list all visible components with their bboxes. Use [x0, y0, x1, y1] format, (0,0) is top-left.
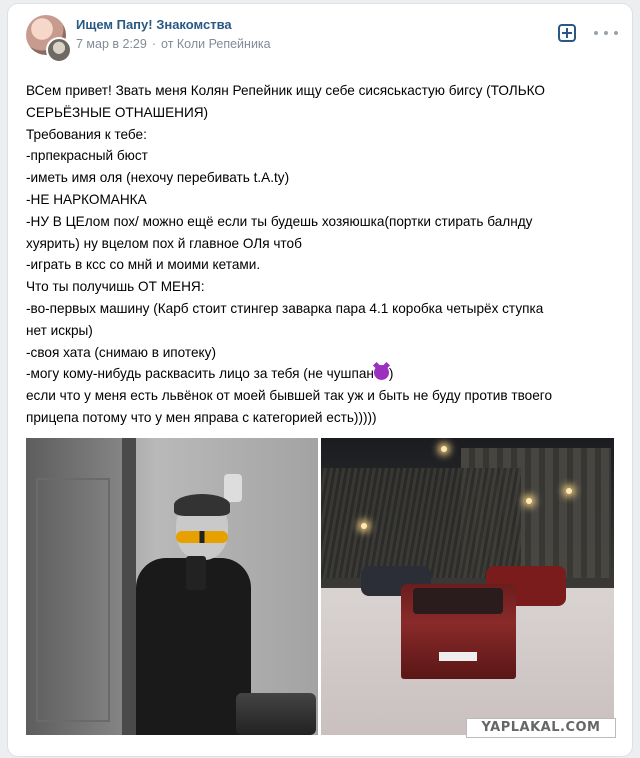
photo-car[interactable] [321, 438, 614, 735]
photo-door-panel [36, 478, 110, 722]
author-avatar[interactable] [46, 37, 72, 63]
post-card [8, 4, 632, 756]
text-line: -иметь имя оля (нехочу перебивать t.A.ty) [26, 170, 290, 186]
photo-street-light [526, 498, 532, 504]
photo-trees [321, 468, 521, 578]
text-line: Требования к тебе: [26, 126, 147, 142]
photo-street-light [361, 523, 367, 529]
more-dots-icon[interactable] [594, 25, 618, 41]
text-line: если что у меня есть львёнок от моей бывшей так уж и быть не буду против твоего [26, 388, 553, 404]
post-header [8, 4, 632, 64]
post-meta [76, 37, 271, 51]
text-line: -своя хата (снимаю в ипотеку) [26, 344, 216, 360]
smiling-devil-emoji [374, 365, 389, 380]
text-line: СЕРЬЁЗНЫЕ ОТНАШЕНИЯ) [26, 104, 209, 120]
photo-shoes [236, 693, 316, 735]
text-line: Что ты получишь ОТ МЕНЯ: [26, 279, 205, 295]
text-line-with-emoji [26, 363, 622, 385]
photo-street-light [566, 488, 572, 494]
text-line: ВСем привет! Звать меня Колян Репейник ищу себе сисяськастую бигсу (ТОЛЬКО [26, 83, 545, 98]
photo-sunglasses [176, 531, 228, 543]
group-name-link[interactable]: Ищем Папу! Знакомства [76, 17, 232, 32]
text-line: -НУ В ЦЕлом пох/ можно ещё если ты будешь хозяюшка(портки стирать балнду [26, 213, 533, 229]
text-line: нет искры) [26, 322, 93, 338]
photo-lamp [224, 474, 242, 502]
watermark: YAPLAKAL.COM [466, 718, 616, 738]
text-line-part: ) [388, 366, 394, 382]
text-line: -НЕ НАРКОМАНКА [26, 191, 147, 207]
photo-windshield [413, 588, 503, 614]
text-line: -играть в ксс со мнй и моими кетами. [26, 257, 261, 273]
photo-phone [186, 556, 206, 590]
text-line: хуярить) ну вцелом пох й главное ОЛя чтоб [26, 235, 302, 251]
post-author[interactable]: от Коли Репейника [161, 37, 271, 51]
post-date[interactable]: 7 мар в 2:29 [76, 37, 147, 51]
text-line-part: -могу кому-нибудь расквасить лицо за тебя (не чушпан [26, 366, 374, 382]
meta-separator: · [151, 37, 157, 51]
photo-street-light [441, 446, 447, 452]
plus-square-icon[interactable] [558, 24, 576, 42]
photo-selfie[interactable] [26, 438, 318, 735]
photo-license-plate [439, 652, 477, 661]
photo-person-hair [174, 494, 230, 516]
text-line: прицепа потому что у мен яправа с категорией есть))))) [26, 409, 377, 425]
post-text [26, 80, 622, 429]
photo-doorframe [122, 438, 136, 735]
text-line: -прпекрасный бюст [26, 148, 148, 164]
text-line: -во-первых машину (Карб стоит стингер заварка пара 4.1 коробка четырёх ступка [26, 300, 544, 316]
